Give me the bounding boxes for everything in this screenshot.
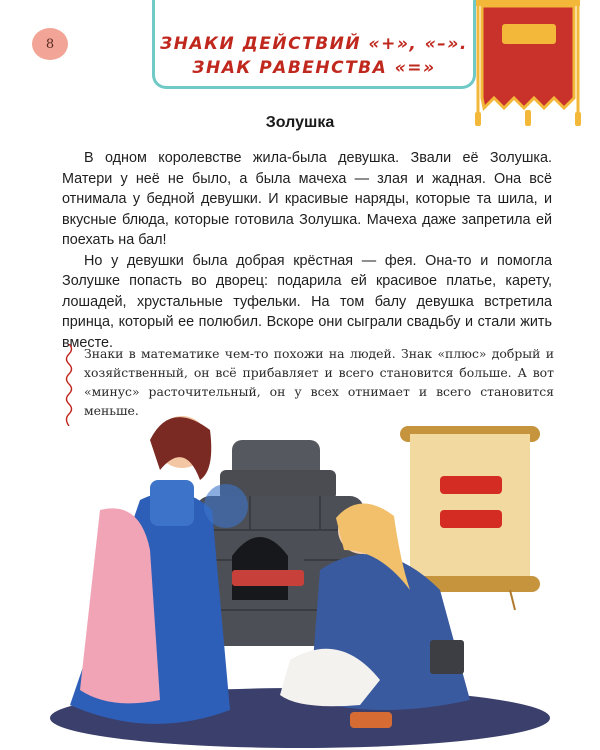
brush-image (350, 712, 392, 728)
page-number: 8 (45, 36, 55, 52)
story-paragraph: Но у девушки была добрая крёстная — фея. Она-то и помогла Золушке попасть во дворец: подарила ей красивое платье, карету, лошадей, хрустальные туфельки. На том балу девушка встретила принца, который ее полюбил. Вскоре они сыграли свадьбу и стали жить вместе. (62, 252, 552, 351)
header-line-1: ЗНАКИ ДЕЙСТВИЙ «+», «–». (160, 34, 468, 54)
story-paragraph: В одном королевстве жила-была девушка. Звали её Золушка. Матери у неё не было, а была мачеха — злая и жадная. Она всё отнимала у бедной девушки. И красивые наряды, которые та шила, и вкусные блюда, которые готовила Золушка. Мачеха даже запретила ей поехать на бал! (62, 150, 552, 248)
header-line-2: ЗНАК РАВЕНСТВА «=» (192, 58, 436, 78)
minus-banner-image (472, 0, 584, 130)
story-text (62, 148, 552, 353)
section-header (152, 0, 476, 89)
story-title: Золушка (265, 114, 335, 131)
cinderella-illustration (0, 400, 600, 750)
math-note: Знаки в математике чем-то похожи на людей. Знак «плюс» добрый и хозяйственный, он всё прибавляет и всего становится больше. А вот «минус» расточительный, он у всех отнимает и всего становится меньше. (84, 346, 554, 418)
page-number-badge (32, 28, 68, 60)
